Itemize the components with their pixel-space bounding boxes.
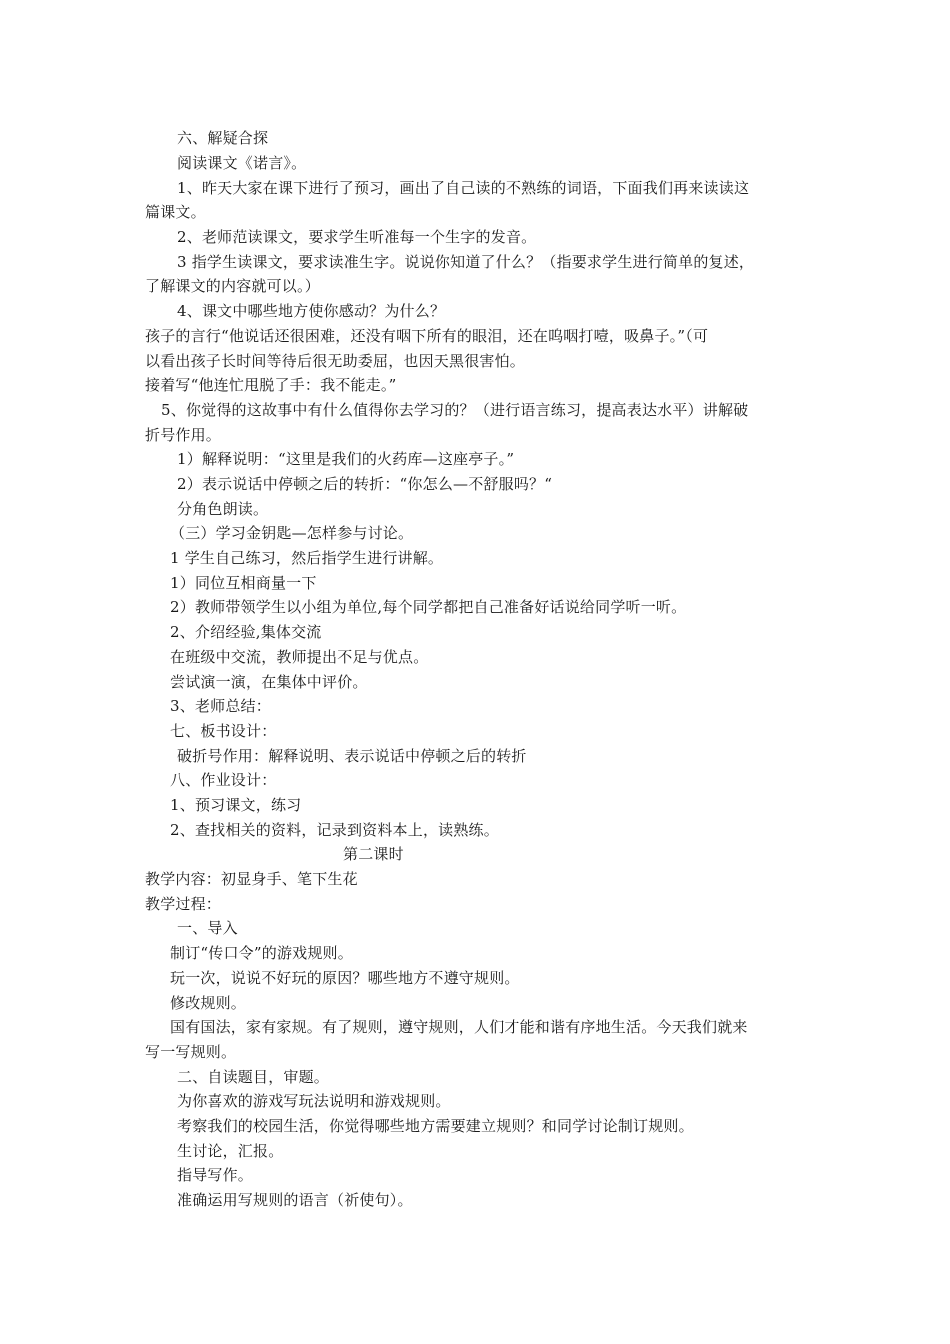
text-line: 修改规则。 xyxy=(170,994,247,1012)
section-two-heading: 二、自读题目，审题。 xyxy=(177,1068,330,1086)
text-line: 制订“传口令”的游戏规则。 xyxy=(170,944,353,962)
lesson-two-title: 第二课时 xyxy=(343,845,404,863)
text-line: （三）学习金钥匙—怎样参与讨论。 xyxy=(170,524,414,542)
text-line: 3、老师总结： xyxy=(170,697,271,715)
text-line: 在班级中交流，教师提出不足与优点。 xyxy=(170,648,429,666)
text-line: 破折号作用：解释说明、表示说话中停顿之后的转折 xyxy=(177,747,527,765)
section-seven-heading: 七、板书设计： xyxy=(170,722,277,740)
text-line: 1）同位互相商量一下 xyxy=(170,574,317,592)
text-line: 考察我们的校园生活，你觉得哪些地方需要建立规则？和同学讨论制订规则。 xyxy=(177,1117,694,1135)
section-eight-heading: 八、作业设计： xyxy=(170,771,277,789)
text-line: 玩一次，说说不好玩的原因？哪些地方不遵守规则。 xyxy=(170,969,520,987)
text-line: 2）教师带领学生以小组为单位,每个同学都把自己准备好话说给同学听一听。 xyxy=(170,598,687,616)
text-line: 篇课文。 xyxy=(145,203,206,221)
text-line: 2、介绍经验,集体交流 xyxy=(170,623,322,641)
text-line: 4、课文中哪些地方使你感动？为什么？ xyxy=(177,302,446,320)
text-line: 分角色朗读。 xyxy=(177,500,269,518)
section-one-heading: 一、导入 xyxy=(177,919,238,937)
text-line: 折号作用。 xyxy=(145,426,222,444)
text-line: 3 指学生读课文，要求读准生字。说说你知道了什么？（指要求学生进行简单的复述， xyxy=(177,253,755,271)
text-line: 孩子的言行“他说话还很困难，还没有咽下所有的眼泪，还在呜咽打噎，吸鼻子。”（可 xyxy=(145,327,709,345)
text-line: 5、你觉得的这故事中有什么值得你去学习的？（进行语言练习，提高表达水平）讲解破 xyxy=(161,401,749,419)
text-line: 准确运用写规则的语言（祈使句）。 xyxy=(177,1191,413,1209)
text-line: 1、预习课文，练习 xyxy=(170,796,302,814)
text-line: 1）解释说明：“这里是我们的火药库—这座亭子。” xyxy=(177,450,515,468)
text-line: 2）表示说话中停顿之后的转折：“你怎么—不舒服吗？“ xyxy=(177,475,553,493)
text-line: 生讨论，汇报。 xyxy=(177,1142,284,1160)
text-line: 写一写规则。 xyxy=(145,1043,237,1061)
text-line: 为你喜欢的游戏写玩法说明和游戏规则。 xyxy=(177,1092,451,1110)
text-line: 指导写作。 xyxy=(177,1166,254,1184)
text-line: 阅读课文《诺言》。 xyxy=(177,154,307,172)
text-line: 教学内容：初显身手、笔下生花 xyxy=(145,870,358,888)
text-line: 2、查找相关的资料，记录到资料本上，读熟练。 xyxy=(170,821,499,839)
text-line: 尝试演一演，在集体中评价。 xyxy=(170,673,368,691)
text-line: 国有国法，家有家规。有了规则，遵守规则，人们才能和谐有序地生活。今天我们就来 xyxy=(170,1018,748,1036)
text-line: 接着写“他连忙甩脱了手：我不能走。” xyxy=(145,376,397,394)
text-line: 了解课文的内容就可以。） xyxy=(145,277,320,295)
text-line: 1、昨天大家在课下进行了预习，画出了自己读的不熟练的词语，下面我们再来读读这 xyxy=(177,179,750,197)
text-line: 2、老师范读课文，要求学生听准每一个生字的发音。 xyxy=(177,228,537,246)
section-six-heading: 六、解疑合探 xyxy=(177,129,269,147)
text-line: 以看出孩子长时间等待后很无助委屈，也因天黑很害怕。 xyxy=(145,352,526,370)
text-line: 教学过程： xyxy=(145,895,222,913)
text-line: 1 学生自己练习，然后指学生进行讲解。 xyxy=(170,549,444,567)
